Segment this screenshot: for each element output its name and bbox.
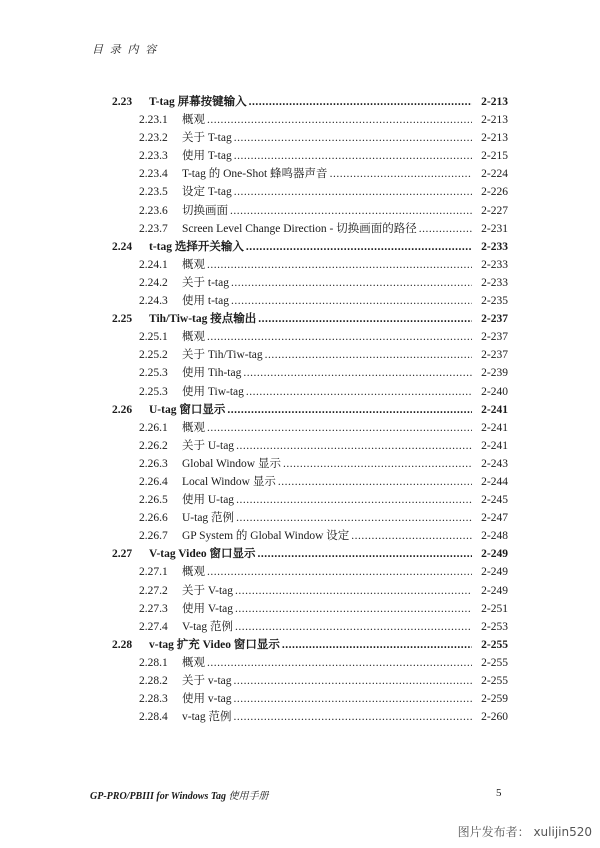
toc-entry-number: 2.28.3 <box>139 693 168 706</box>
toc-entry-number: 2.27.4 <box>139 620 168 633</box>
toc-subsection-row[interactable] <box>112 455 508 473</box>
toc-entry-title: GP System 的 Global Window 设定 <box>182 530 350 543</box>
toc-entry-number: 2.26.4 <box>139 475 168 488</box>
toc-entry-number: 2.26 <box>112 403 133 416</box>
dot-leader <box>282 639 472 651</box>
toc-subsection-row[interactable] <box>112 509 508 527</box>
dot-leader <box>249 96 472 108</box>
toc-entry-page: 2-259 <box>481 693 508 706</box>
toc-entry-number: 2.24.2 <box>139 276 168 289</box>
dot-leader <box>207 114 472 126</box>
toc-entry-number: 2.24 <box>112 240 133 253</box>
toc-entry-title: 使用 t-tag <box>182 295 229 308</box>
toc-section-row[interactable] <box>112 238 508 256</box>
toc-subsection-row[interactable] <box>112 147 508 165</box>
toc-entry-title: 关于 T-tag <box>182 132 232 145</box>
dot-leader <box>278 476 472 488</box>
dot-leader <box>234 132 472 144</box>
dot-leader <box>243 367 472 379</box>
toc-section-row[interactable] <box>112 636 508 654</box>
dot-leader <box>246 241 472 253</box>
toc-entry-number: 2.28.4 <box>139 711 168 724</box>
toc-entry-page: 2-231 <box>481 222 508 235</box>
footer-subtitle-text: 使用手册 <box>228 791 269 802</box>
toc-entry-title: Local Window 显示 <box>182 475 276 488</box>
dot-leader <box>235 585 472 597</box>
toc-entry-page: 2-237 <box>481 313 508 326</box>
dot-leader <box>234 693 472 705</box>
toc-entry-title: 概观 <box>182 258 205 271</box>
toc-entry-title: 关于 v-tag <box>182 675 232 687</box>
toc-entry-number: 2.26.6 <box>139 512 168 525</box>
toc-entry-title: 使用 Tiw-tag <box>182 385 244 398</box>
toc-subsection-row[interactable] <box>112 582 508 600</box>
toc-subsection-row[interactable] <box>112 364 508 382</box>
toc-entry-page: 2-255 <box>481 656 508 669</box>
toc-entry-page: 2-213 <box>481 114 508 127</box>
dot-leader <box>257 548 472 560</box>
toc-entry-number: 2.23.6 <box>139 204 168 217</box>
toc-entry-page: 2-255 <box>481 638 508 651</box>
toc-entry-title: V-tag Video 窗口显示 <box>149 548 256 561</box>
dot-leader <box>234 150 472 162</box>
toc-entry-number: 2.23.7 <box>139 222 168 235</box>
footer-book-title <box>90 787 269 802</box>
dot-leader <box>207 657 472 669</box>
toc-subsection-row[interactable] <box>112 292 508 310</box>
toc-entry-page: 2-213 <box>481 96 508 108</box>
toc-entry-number: 2.23.1 <box>139 114 168 127</box>
toc-entry-number: 2.25.1 <box>139 331 168 344</box>
dot-leader <box>236 512 472 524</box>
toc-entry-page: 2-249 <box>481 548 508 561</box>
toc-section-row[interactable] <box>112 401 508 419</box>
dot-leader <box>258 313 472 325</box>
toc-subsection-row[interactable] <box>112 473 508 491</box>
toc-entry-number: 2.26.1 <box>139 421 168 434</box>
dot-leader <box>235 621 472 633</box>
dot-leader <box>265 349 472 361</box>
toc-entry-page: 2-233 <box>481 240 508 253</box>
toc-entry-number: 2.25.3 <box>139 367 168 380</box>
toc-entry-number: 2.25.2 <box>139 349 168 362</box>
toc-section-row[interactable] <box>112 310 508 328</box>
dot-leader <box>207 259 472 271</box>
toc-subsection-row[interactable] <box>112 220 508 238</box>
dot-leader <box>419 223 472 235</box>
toc-entry-number: 2.24.1 <box>139 258 168 271</box>
dot-leader <box>236 494 472 506</box>
toc-entry-page: 2-237 <box>481 331 508 344</box>
toc-entry-title: 使用 T-tag <box>182 150 232 163</box>
toc-entry-title: 使用 V-tag <box>182 602 234 615</box>
toc-entry-title: 概观 <box>182 114 205 127</box>
toc-subsection-row[interactable] <box>112 256 508 274</box>
page-number: 5 <box>496 787 502 799</box>
toc-entry-title: 设定 T-tag <box>182 186 232 199</box>
toc-entry-number: 2.23.2 <box>139 132 168 145</box>
dot-leader <box>235 603 472 615</box>
toc-entry-number: 2.27.1 <box>139 566 168 579</box>
toc-entry-title: t-tag 选择开关输入 <box>149 240 244 253</box>
toc-entry-number: 2.25 <box>112 313 133 326</box>
toc-subsection-row[interactable] <box>112 654 508 672</box>
dot-leader <box>234 675 472 687</box>
toc-subsection-row[interactable] <box>112 690 508 708</box>
toc-entry-number: 2.28 <box>112 638 133 651</box>
dot-leader <box>207 422 472 434</box>
toc-subsection-row[interactable] <box>112 111 508 129</box>
toc-entry-page: 2-255 <box>481 675 508 687</box>
toc-subsection-row[interactable] <box>112 183 508 201</box>
dot-leader <box>207 566 472 578</box>
toc-entry-page: 2-247 <box>481 512 508 525</box>
toc-entry-number: 2.28.1 <box>139 656 168 669</box>
toc-entry-title: T-tag 屏幕按键输入 <box>149 96 247 108</box>
toc-entry-title: U-tag 窗口显示 <box>149 403 226 416</box>
dot-leader <box>207 331 472 343</box>
toc-entry-title: U-tag 范例 <box>182 512 235 525</box>
watermark-text: 图片发布者： xulijin520 <box>457 825 592 839</box>
toc-entry-title: T-tag 的 One-Shot 蜂鸣器声音 <box>182 168 328 181</box>
toc-entry-title: 关于 Tih/Tiw-tag <box>182 349 263 362</box>
toc-entry-page: 2-215 <box>481 150 508 163</box>
toc-entry-title: V-tag 范例 <box>182 620 234 633</box>
toc-entry-title: Global Window 显示 <box>182 457 281 470</box>
toc-entry-number: 2.26.5 <box>139 494 168 507</box>
toc-entry-title: 使用 v-tag <box>182 693 232 706</box>
table-of-contents <box>112 93 508 726</box>
toc-entry-page: 2-244 <box>481 475 508 488</box>
toc-subsection-row[interactable] <box>112 165 508 183</box>
toc-subsection-row[interactable] <box>112 328 508 346</box>
dot-leader <box>234 711 472 723</box>
toc-entry-title: 概观 <box>182 421 205 434</box>
toc-entry-page: 2-233 <box>481 258 508 271</box>
toc-entry-title: 概观 <box>182 566 205 579</box>
toc-entry-page: 2-249 <box>481 566 508 579</box>
toc-entry-title: 使用 U-tag <box>182 494 235 507</box>
toc-subsection-row[interactable] <box>112 672 508 690</box>
toc-entry-number: 2.28.2 <box>139 675 168 687</box>
toc-entry-number: 2.23.4 <box>139 168 168 181</box>
toc-entry-title: Screen Level Change Direction - 切换画面的路径 <box>182 222 417 235</box>
dot-leader <box>231 277 472 289</box>
toc-entry-number: 2.23.3 <box>139 150 168 163</box>
dot-leader <box>246 386 472 398</box>
toc-entry-title: 概观 <box>182 331 205 344</box>
dot-leader <box>230 205 472 217</box>
toc-subsection-row[interactable] <box>112 563 508 581</box>
toc-subsection-row[interactable] <box>112 383 508 401</box>
dot-leader <box>234 186 472 198</box>
toc-entry-title: 关于 U-tag <box>182 439 235 452</box>
toc-subsection-row[interactable] <box>112 437 508 455</box>
toc-entry-page: 2-241 <box>481 439 508 452</box>
toc-entry-page: 2-233 <box>481 276 508 289</box>
dot-leader <box>330 168 472 180</box>
toc-entry-page: 2-235 <box>481 295 508 308</box>
toc-entry-number: 2.25.3 <box>139 385 168 398</box>
toc-entry-title: 使用 Tih-tag <box>182 367 242 380</box>
toc-entry-title: v-tag 范例 <box>182 711 232 724</box>
toc-subsection-row[interactable] <box>112 274 508 292</box>
toc-entry-page: 2-240 <box>481 385 508 398</box>
toc-subsection-row[interactable] <box>112 346 508 364</box>
toc-subsection-row[interactable] <box>112 527 508 545</box>
toc-entry-number: 2.27.2 <box>139 584 168 597</box>
toc-subsection-row[interactable] <box>112 600 508 618</box>
dot-leader <box>227 404 472 416</box>
toc-section-row[interactable] <box>112 545 508 563</box>
toc-entry-page: 2-251 <box>481 602 508 615</box>
toc-entry-title: 关于 V-tag <box>182 584 234 597</box>
toc-entry-number: 2.23 <box>112 96 133 108</box>
toc-section-row[interactable] <box>112 93 508 111</box>
toc-entry-title: 关于 t-tag <box>182 276 229 289</box>
toc-entry-page: 2-241 <box>481 421 508 434</box>
toc-subsection-row[interactable] <box>112 419 508 437</box>
toc-entry-number: 2.24.3 <box>139 295 168 308</box>
toc-entry-page: 2-224 <box>481 168 508 181</box>
toc-subsection-row[interactable] <box>112 618 508 636</box>
toc-entry-number: 2.27.3 <box>139 602 168 615</box>
toc-subsection-row[interactable] <box>112 202 508 220</box>
dot-leader <box>351 530 472 542</box>
dot-leader <box>283 458 472 470</box>
toc-entry-number: 2.26.2 <box>139 439 168 452</box>
toc-entry-page: 2-260 <box>481 711 508 724</box>
toc-entry-page: 2-239 <box>481 367 508 380</box>
toc-entry-page: 2-243 <box>481 457 508 470</box>
toc-subsection-row[interactable] <box>112 129 508 147</box>
dot-leader <box>236 440 472 452</box>
toc-entry-page: 2-245 <box>481 494 508 507</box>
toc-entry-number: 2.27 <box>112 548 133 561</box>
toc-entry-number: 2.23.5 <box>139 186 168 199</box>
toc-entry-page: 2-241 <box>481 403 508 416</box>
dot-leader <box>231 295 472 307</box>
toc-entry-page: 2-227 <box>481 204 508 217</box>
toc-entry-page: 2-248 <box>481 530 508 543</box>
toc-subsection-row[interactable] <box>112 491 508 509</box>
toc-entry-page: 2-226 <box>481 186 508 199</box>
toc-entry-number: 2.26.3 <box>139 457 168 470</box>
toc-entry-title: 概观 <box>182 656 205 669</box>
toc-entry-page: 2-237 <box>481 349 508 362</box>
toc-entry-title: 切换画面 <box>182 204 228 217</box>
footer-title-text: GP-PRO/PBIII for Windows Tag <box>90 791 227 802</box>
toc-entry-page: 2-253 <box>481 620 508 633</box>
toc-entry-title: Tih/Tiw-tag 接点输出 <box>149 313 257 326</box>
toc-entry-number: 2.26.7 <box>139 530 168 543</box>
toc-subsection-row[interactable] <box>112 708 508 726</box>
running-header: 目 录 内 容 <box>92 44 159 56</box>
toc-entry-page: 2-249 <box>481 584 508 597</box>
toc-entry-title: v-tag 扩充 Video 窗口显示 <box>149 638 280 651</box>
toc-entry-page: 2-213 <box>481 132 508 145</box>
